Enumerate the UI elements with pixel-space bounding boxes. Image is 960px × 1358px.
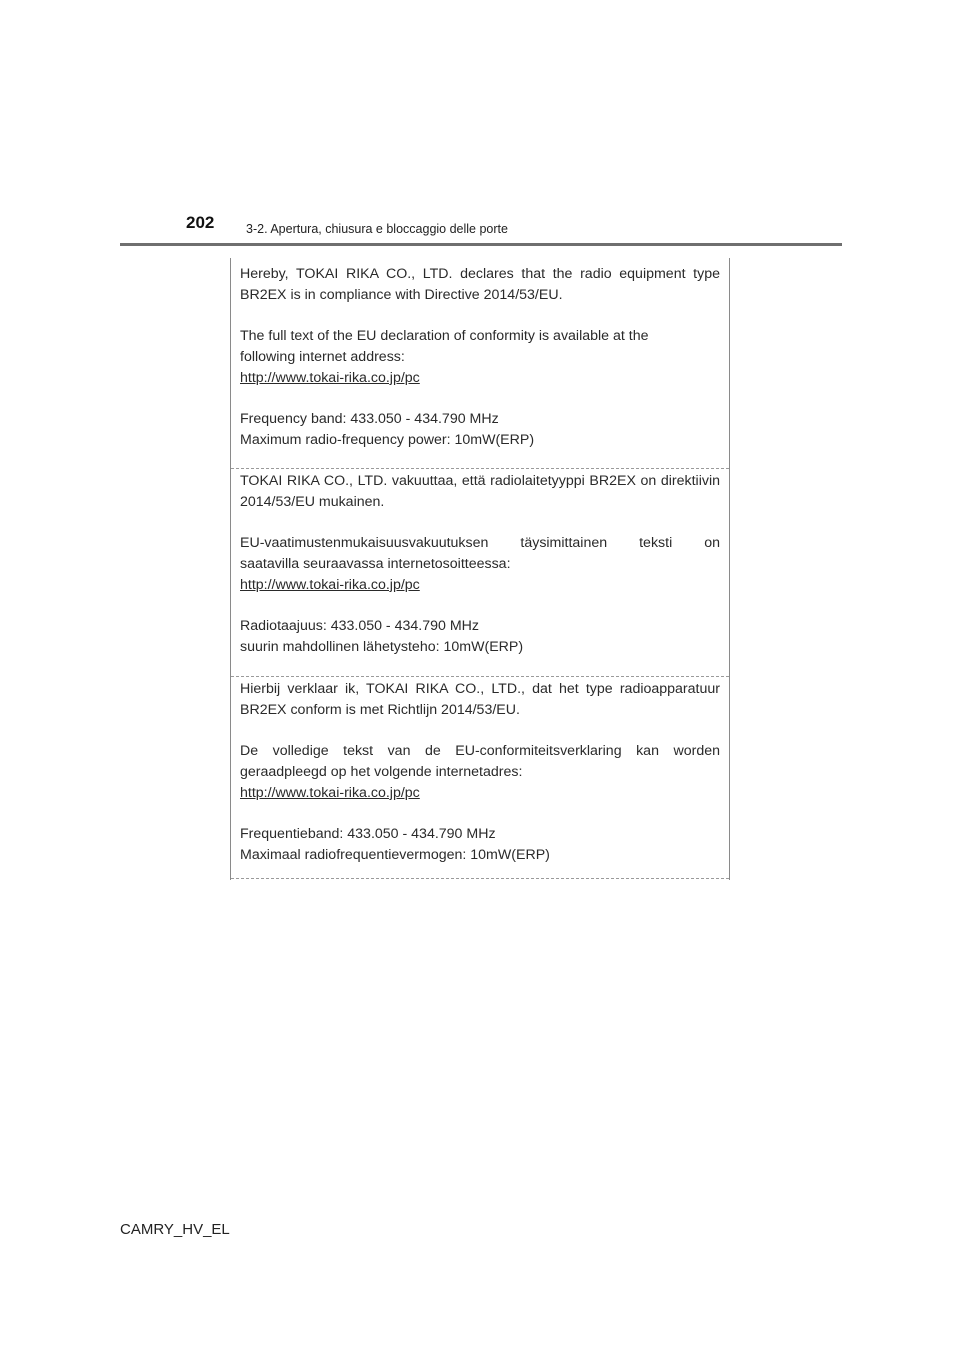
radio-specs [240, 616, 720, 658]
declaration-url-link[interactable]: http://www.tokai-rika.co.jp/pc [240, 577, 420, 593]
declaration-block-finnish [231, 471, 729, 658]
dashed-separator [231, 676, 729, 677]
section-title: 3-2. Apertura, chiusura e bloccaggio delle porte [246, 222, 508, 236]
max-power: suurin mahdollinen lähetysteho: 10mW(ERP) [240, 639, 524, 655]
dashed-separator [231, 468, 729, 469]
fulltext-paragraph [240, 326, 720, 389]
max-power: Maximum radio-frequency power: 10mW(ERP) [240, 432, 535, 448]
fulltext-line: following internet address: [240, 349, 405, 365]
fulltext-line: geraadpleegd op het volgende internetadres: [240, 764, 523, 780]
declaration-block-english [231, 264, 729, 451]
frequency-band: Frequency band: 433.050 - 434.790 MHz [240, 411, 499, 427]
declaration-block-dutch [231, 679, 729, 866]
fulltext-line: saatavilla seuraavassa internetosoitteessa: [240, 556, 511, 572]
declaration-url-link[interactable]: http://www.tokai-rika.co.jp/pc [240, 785, 420, 801]
max-power: Maximaal radiofrequentievermogen: 10mW(ERP) [240, 847, 550, 863]
fulltext-paragraph [240, 533, 720, 596]
dashed-separator [231, 878, 729, 879]
declaration-text: TOKAI RIKA CO., LTD. vakuuttaa, että radiolaitetyyppi BR2EX on direktiivin 2014/53/EU mukainen. [240, 473, 720, 510]
declaration-url-link[interactable]: http://www.tokai-rika.co.jp/pc [240, 370, 420, 386]
fulltext-line: De volledige tekst van de EU-conformiteitsverklaring kan worden [240, 743, 720, 759]
fulltext-line: The full text of the EU declaration of conformity is available at the [240, 328, 649, 344]
declaration-text: Hierbij verklaar ik, TOKAI RIKA CO., LTD., dat het type radioapparatuur BR2EX conform is met Richtlijn 2014/53/EU. [240, 681, 720, 718]
frequency-band: Radiotaajuus: 433.050 - 434.790 MHz [240, 618, 479, 634]
header-rule [120, 243, 842, 246]
fulltext-line: EU-vaatimustenmukaisuusvakuutuksen täysimittainen teksti on [240, 535, 720, 551]
frequency-band: Frequentieband: 433.050 - 434.790 MHz [240, 826, 496, 842]
declaration-box [230, 258, 730, 880]
declaration-text: Hereby, TOKAI RIKA CO., LTD. declares that the radio equipment type BR2EX is in compliance with Directive 2014/53/EU. [240, 266, 720, 303]
radio-specs [240, 409, 720, 451]
radio-specs [240, 824, 720, 866]
footer-document-code: CAMRY_HV_EL [120, 1221, 230, 1238]
fulltext-paragraph [240, 741, 720, 804]
page-number: 202 [186, 213, 215, 232]
